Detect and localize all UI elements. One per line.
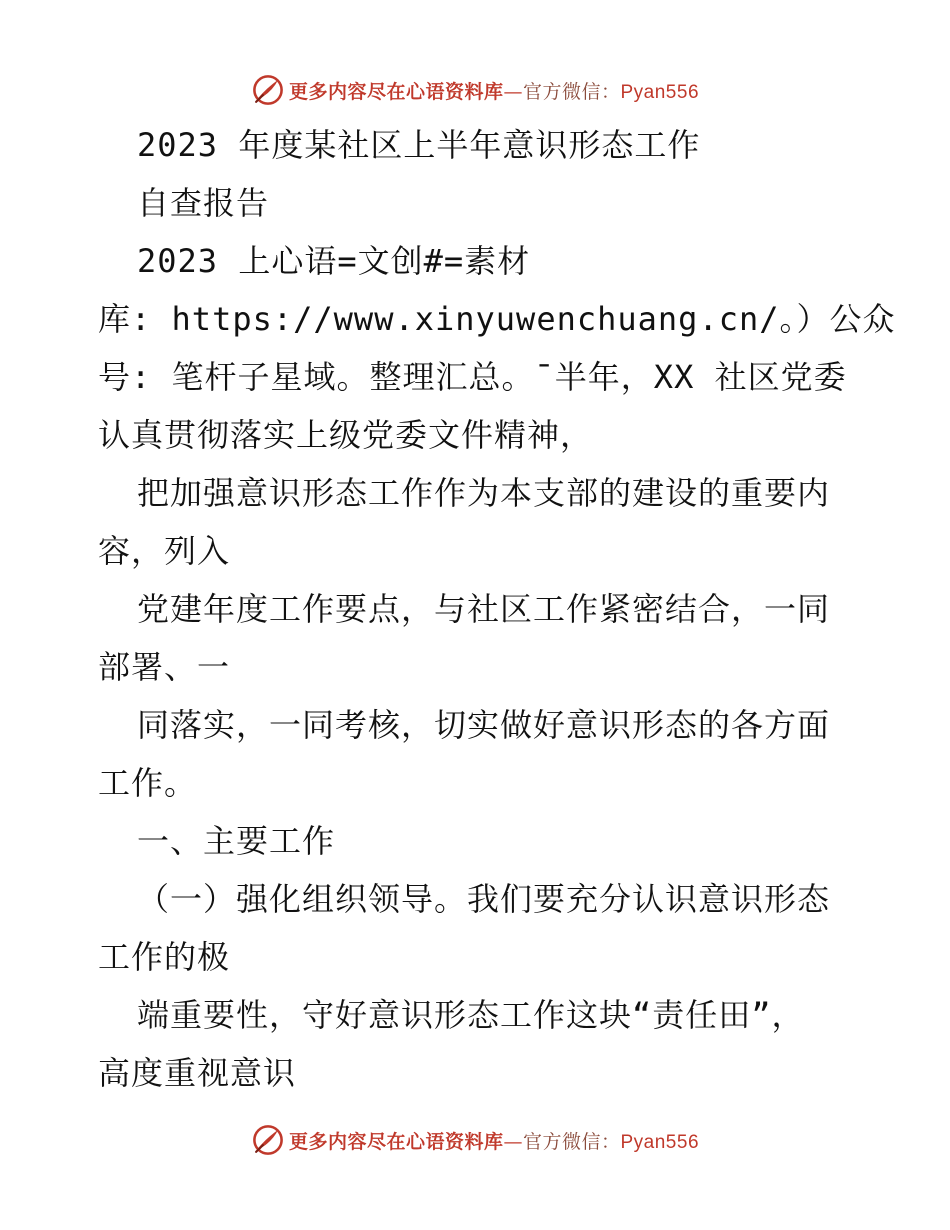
doc-line: 2023 上心语=文创#=素材 bbox=[137, 242, 531, 280]
doc-title-line-1: 2023 年度某社区上半年意识形态工作 bbox=[137, 126, 701, 164]
doc-line: 端重要性，守好意识形态工作这块“责任田”， bbox=[137, 996, 805, 1034]
doc-line: 号: 笔杆子星域。整理汇总。¯半年，XX 社区党委 bbox=[98, 358, 847, 396]
doc-line: 高度重视意识 bbox=[98, 1054, 297, 1092]
doc-line: 把加强意识形态工作作为本支部的建设的重要内 bbox=[137, 474, 831, 512]
doc-line: 同落实，一同考核，切实做好意识形态的各方面 bbox=[137, 706, 831, 744]
watermark-dash: — bbox=[503, 1130, 523, 1153]
doc-line: （一）强化组织领导。我们要充分认识意识形态 bbox=[137, 880, 831, 918]
doc-line: 党建年度工作要点，与社区工作紧密结合，一同 bbox=[137, 590, 831, 628]
watermark-dash: — bbox=[503, 80, 523, 103]
doc-line: 工作。 bbox=[98, 764, 198, 802]
watermark-sub-text: 官方微信： bbox=[522, 1130, 621, 1153]
section-heading: 一、主要工作 bbox=[137, 822, 336, 860]
watermark-text bbox=[289, 77, 699, 104]
doc-line: 部署、一 bbox=[98, 648, 231, 686]
footer-watermark bbox=[0, 1120, 950, 1160]
watermark-main-text: 更多内容尽在心语资料库 bbox=[288, 1130, 504, 1153]
watermark-sub-text: 官方微信： bbox=[522, 80, 621, 103]
doc-line: 认真贯彻落实上级党委文件精神， bbox=[98, 416, 594, 454]
watermark-text bbox=[289, 1127, 699, 1154]
watermark-account: Pyan556 bbox=[620, 1131, 700, 1153]
doc-line: 容，列入 bbox=[98, 532, 231, 570]
watermark-main-text: 更多内容尽在心语资料库 bbox=[288, 80, 504, 103]
doc-title-line-2: 自查报告 bbox=[137, 184, 270, 222]
header-watermark bbox=[0, 70, 950, 110]
watermark-account: Pyan556 bbox=[620, 81, 700, 103]
doc-line: 库: https://www.xinyuwenchuang.cn/。）公众 bbox=[98, 300, 896, 338]
quill-pen-logo-icon bbox=[251, 73, 285, 107]
quill-pen-logo-icon bbox=[251, 1123, 285, 1157]
doc-line: 工作的极 bbox=[98, 938, 231, 976]
